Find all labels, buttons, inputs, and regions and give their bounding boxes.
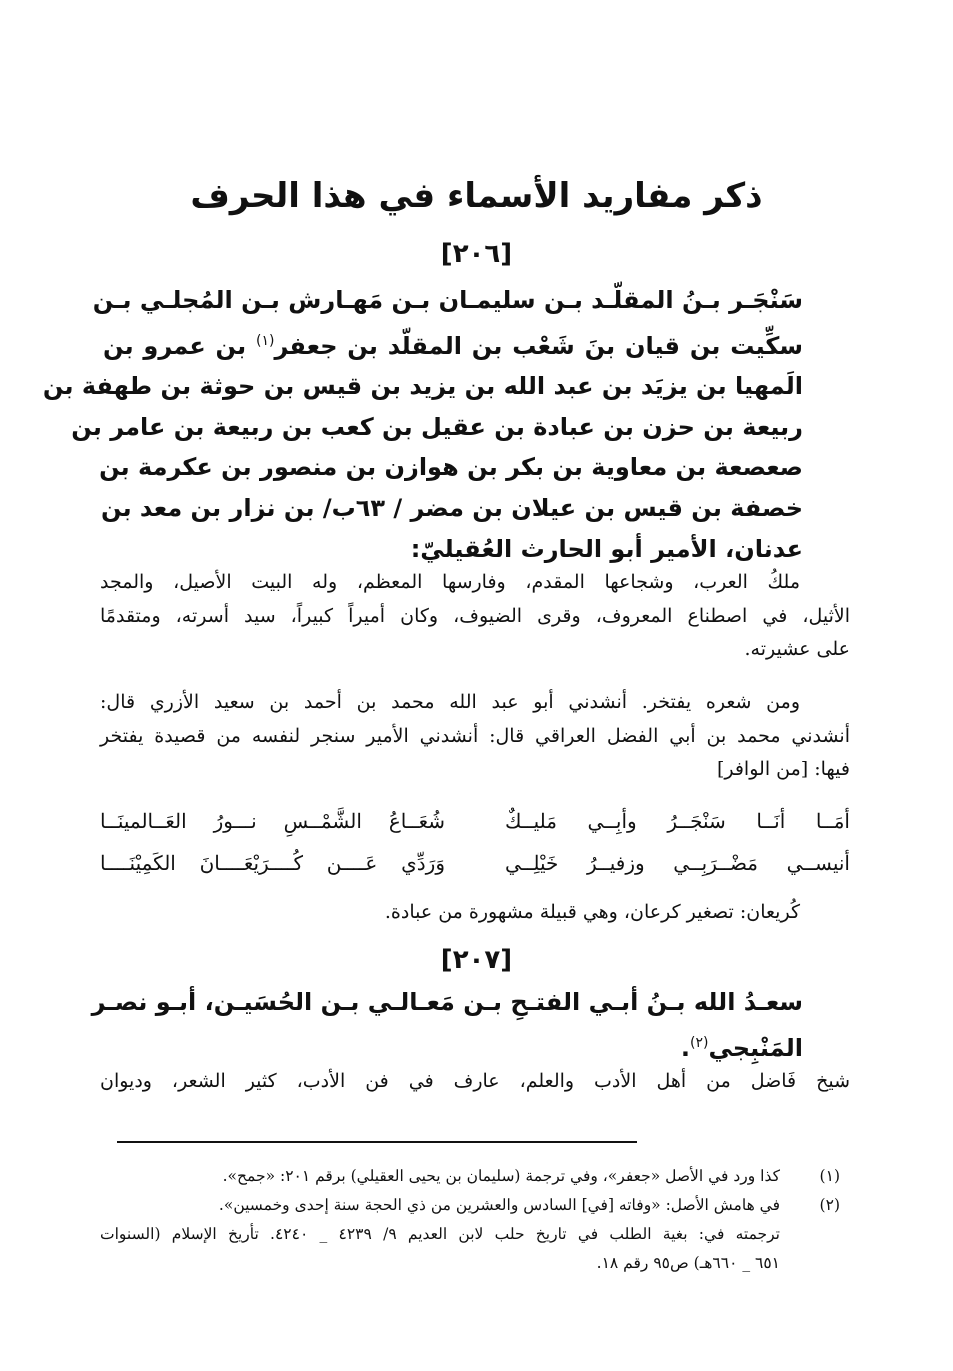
text-line: الأثيل، في اصطناع المعروف، وقرى الضيوف، وكان أميراً كبيراً، سيد أسرته، ومتقدمًا xyxy=(100,604,850,627)
heading-line: الَمهيا بن يزيَد بن عبد الله بن يزيد بن قيس بن حوثة بن طهفة بن xyxy=(42,372,803,401)
entry-206-heading xyxy=(42,280,803,569)
entry-206-description xyxy=(100,566,850,667)
poem xyxy=(100,800,850,884)
footnote-2 xyxy=(100,1191,850,1278)
heading-line-text: سكِّيت بن قيان بنَ شَعْب بن المقلّد بن جعفر xyxy=(274,331,803,360)
footnote-body xyxy=(100,1191,800,1278)
heading-line-tail: بن عمرو بن xyxy=(103,331,247,360)
text-line: فيها: [من الوافر] xyxy=(716,758,850,780)
verse-second-hemistich: شُعَــاعُ الشَّمْــسِ نـــورُ العَــالمينَــا xyxy=(100,809,445,833)
text-line: شيخ فَاضل من أهل الأدب والعلم، عارف في فن الأدب، كثير الشعر، وديوان xyxy=(100,1070,850,1092)
footnote-line: ترجمته في: بغية الطلب في تاريخ حلب لابن العديم ٩/ ٤٢٣٩ _ ٤٢٤٠. تأريخ الإسلام (السنوات xyxy=(100,1225,780,1243)
text-line: ومن شعره يفتخر. أنشدني أبو عبد الله محمد بن أحمد بن سعيد الأزري قال: xyxy=(100,691,800,713)
heading-line: ربيعة بن حزن بن عبادة بن عقيل بن كعب بن ربيعة بن عامر بن xyxy=(71,412,803,441)
entry-number-206: [٢٠٦] xyxy=(440,239,513,269)
heading-line: خصفة بن قيس بن عيلان بن مضر / ٦٣ب/ بن نزار بن معد بن xyxy=(100,493,803,522)
footnote-number: (٢) xyxy=(819,1196,840,1214)
entry-number-207: [٢٠٧] xyxy=(440,945,513,975)
heading-line-text: المَنْبِجي xyxy=(708,1033,803,1062)
verse-first-hemistich: أمَــا أنَــا سَنْجَــرُ وأبِــي مَليــكٌ xyxy=(505,809,850,833)
verse-second-hemistich: وَرَدِّي عَــــن كُــــرَيْعَــــانَ الكَمِيْنَــــا xyxy=(100,851,445,875)
footnote-line: كذا ورد في الأصل «جعفر»، وفي ترجمة (سليمان بن يحيى العقيلي) برقم ٢٠١: «جمح». xyxy=(222,1167,780,1185)
footnote-ref-1[interactable]: (١) xyxy=(255,332,275,349)
entry-207-description xyxy=(100,1065,850,1099)
footnote-divider xyxy=(117,1141,637,1143)
heading-line: صعصعة بن معاوية بن بكر بن هوازن بن منصور بن عكرمة بن xyxy=(99,453,803,482)
heading-line: عدنان، الأمير أبو الحارث العُقيليّ: xyxy=(410,534,803,563)
heading-line: المَنْبِجي$^{(٢)}$. xyxy=(680,1033,803,1062)
poem-verse xyxy=(100,800,850,842)
entry-206-poem-intro xyxy=(100,686,850,787)
entry-207-heading xyxy=(91,982,803,1068)
text-line: على عشيرته. xyxy=(744,638,850,660)
footnote-ref-2[interactable]: (٢) xyxy=(690,1034,709,1051)
heading-line xyxy=(103,321,803,367)
footnote-number: (١) xyxy=(819,1167,840,1185)
verse-first-hemistich: أنيســي مَضْــرَبِــي وزفيــرُ خَيْلِــي xyxy=(505,851,850,875)
footnote-line: في هامش الأصل: «وفاته [في] السادس والعشرين من ذي الحجة سنة إحدى وخمسين». xyxy=(218,1196,780,1214)
footnote-body xyxy=(100,1162,800,1191)
text-line: كُريعان: تصغير كرعان، وهي قبيلة مشهورة من عبادة. xyxy=(384,901,800,923)
footnote-line: ٦٥١ _ ٦٦٠هـ) ص٩٥ رقم ١٨. xyxy=(596,1254,780,1272)
footnote-1 xyxy=(100,1162,850,1191)
poem-verse xyxy=(100,842,850,884)
text-line: ملكُ العرب، وشجاعها المقدم، وفارسها المعظم، وله البيت الأصيل، والمجد xyxy=(100,571,800,593)
entry-206-gloss xyxy=(100,896,850,930)
heading-line: سَنْجَـر بـنُ المقلّـد بـن سليمـان بـن مَهـارش بـن المُجلـي بـن xyxy=(92,286,803,314)
footnotes xyxy=(100,1162,850,1278)
section-title: ذكر مفاريد الأسماء في هذا الحرف xyxy=(190,176,763,216)
text-line: أنشدني محمد بن أبي الفضل العراقي قال: أنشدني الأمير سنجر لنفسه من قصيدة يفتخر xyxy=(100,724,850,747)
heading-line: سعـدُ الله بـنُ أبـي الفتـحِ بـن مَعـالـي بـن الحُسَيـن، أبـو نصـر xyxy=(91,988,803,1016)
